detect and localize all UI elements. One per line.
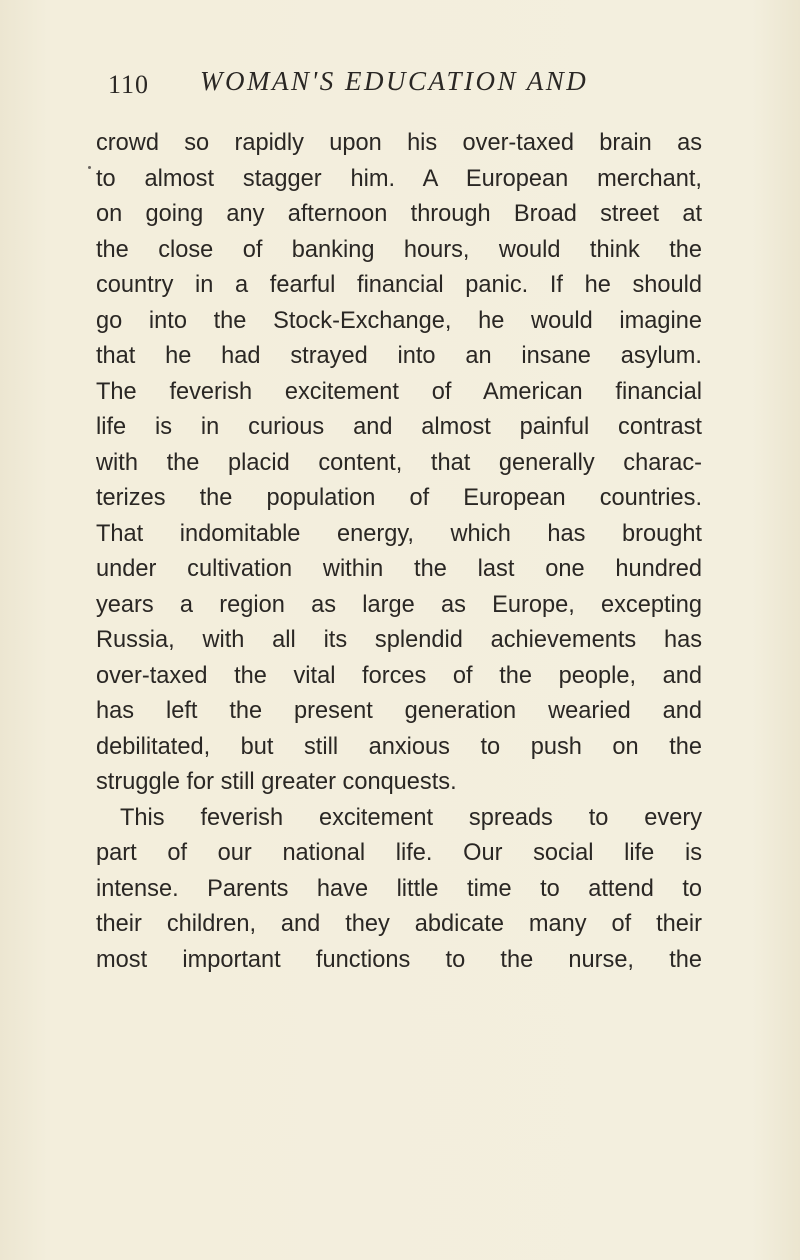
- page-number: 110: [108, 70, 150, 99]
- text-line: That indomitable energy, which has brought: [96, 520, 702, 547]
- text-line: to almost stagger him. A European merchant,: [96, 165, 702, 192]
- page-header: [108, 64, 708, 104]
- text-line: country in a fearful financial panic. If he should: [96, 272, 702, 298]
- text-line: debilitated, but still anxious to push on the: [96, 733, 702, 760]
- print-speck: [88, 166, 91, 169]
- text-line: Russia, with all its splendid achievements has: [96, 627, 702, 653]
- running-head: WOMAN'S EDUCATION AND: [200, 66, 589, 96]
- body-text: [96, 126, 702, 978]
- text-line: This feverish excitement spreads to every: [120, 804, 702, 831]
- text-line: life is in curious and almost painful contrast: [96, 414, 702, 440]
- text-line: go into the Stock-Exchange, he would imagine: [96, 307, 702, 334]
- text-line: intense. Parents have little time to attend to: [96, 875, 702, 902]
- text-line: struggle for still greater conquests.: [96, 769, 457, 795]
- text-line: terizes the population of European countries.: [96, 485, 702, 511]
- text-line: part of our national life. Our social life is: [96, 840, 702, 866]
- text-line: has left the present generation wearied and: [96, 698, 702, 724]
- text-line: under cultivation within the last one hundred: [96, 556, 702, 582]
- text-line: that he had strayed into an insane asylum.: [96, 343, 702, 369]
- text-line: most important functions to the nurse, the: [96, 946, 702, 973]
- text-line: The feverish excitement of American financial: [96, 378, 702, 405]
- text-line: crowd so rapidly upon his over-taxed brain as: [96, 130, 702, 156]
- text-line: their children, and they abdicate many of their: [96, 911, 702, 937]
- text-line: years a region as large as Europe, excepting: [96, 591, 702, 618]
- text-line: on going any afternoon through Broad street at: [96, 201, 702, 227]
- text-line: the close of banking hours, would think the: [96, 236, 702, 263]
- text-line: over-taxed the vital forces of the people, and: [96, 662, 702, 689]
- paragraph-2: [96, 801, 702, 979]
- text-line: with the placid content, that generally charac-: [96, 449, 702, 476]
- paragraph-1: [96, 126, 702, 801]
